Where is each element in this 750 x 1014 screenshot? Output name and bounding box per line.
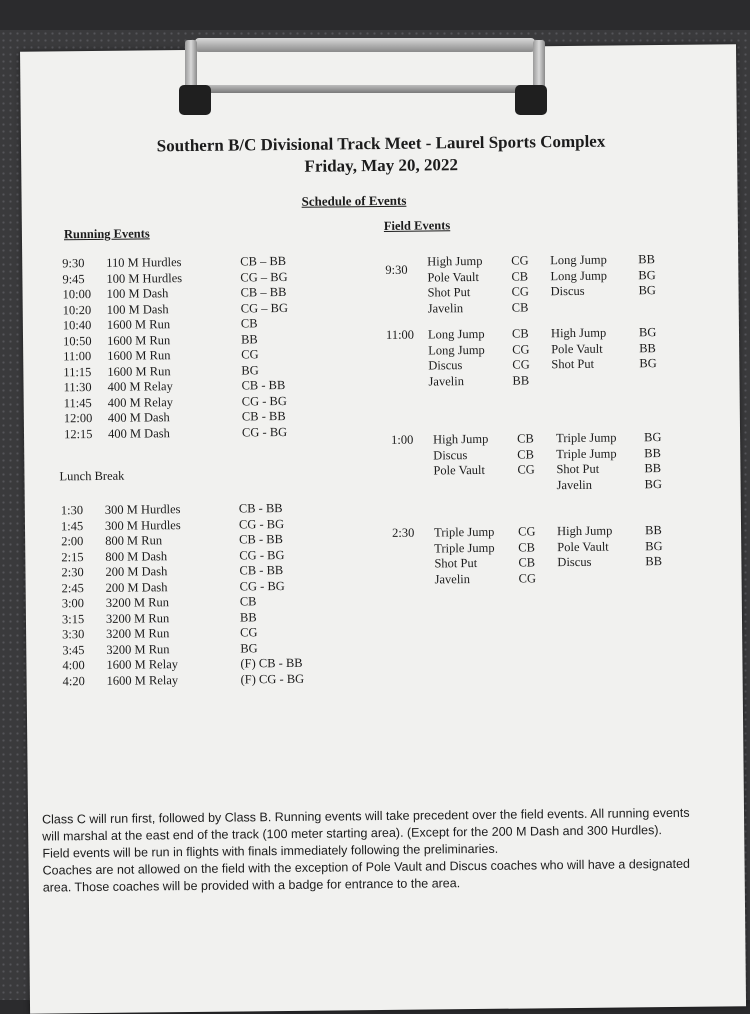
schedule-title: Schedule of Events (302, 193, 407, 210)
field-event-name: Shot Put (427, 285, 470, 300)
event-division: CB (241, 316, 258, 331)
field-event-name: Discus (550, 284, 584, 299)
note-field-flights: Field events will be run in flights with finals immediately following the preliminaries. (42, 839, 702, 863)
meet-title: Southern B/C Divisional Track Meet - Laurel Sports Complex (71, 130, 691, 157)
field-event-division: BG (639, 325, 657, 340)
field-event-name: Triple Jump (434, 525, 494, 541)
field-event-division: BG (638, 268, 656, 283)
event-time: 4:00 (62, 658, 84, 673)
schedule-sheet (20, 44, 746, 1013)
field-event-division: CG (511, 284, 529, 299)
field-event-name: Discus (428, 358, 462, 373)
field-event-name: High Jump (551, 326, 606, 342)
event-time: 11:15 (63, 365, 91, 380)
event-time: 10:20 (63, 303, 92, 318)
field-event-name: Shot Put (551, 357, 594, 372)
field-event-division: CG (518, 524, 536, 539)
event-name: 400 M Relay (108, 395, 173, 411)
field-event-name: High Jump (557, 524, 612, 540)
event-division: CB - BB (239, 501, 283, 516)
field-event-name: Triple Jump (556, 431, 616, 447)
event-name: 800 M Dash (105, 549, 167, 565)
field-event-name: Discus (557, 555, 591, 570)
field-event-name: Pole Vault (427, 269, 479, 285)
field-event-division: CB (518, 555, 535, 570)
event-name: 3200 M Run (106, 642, 169, 658)
note-coaches: Coaches are not allowed on the field with the exception of Pole Vault and Discus coaches who will have a designated area. Those coaches will be provided with a badge for entrance to the area. (43, 856, 703, 897)
event-time: 2:00 (61, 534, 83, 549)
event-division: CG (240, 625, 258, 640)
field-event-division: BG (639, 356, 657, 371)
field-event-name: Long Jump (550, 268, 607, 284)
field-event-division: BB (645, 554, 662, 569)
event-division: CG - BG (242, 393, 287, 408)
event-name: 400 M Relay (107, 379, 172, 395)
event-time: 3:30 (62, 627, 84, 642)
event-division: CB – BB (240, 254, 286, 269)
field-event-division: CB (511, 269, 528, 284)
event-name: 300 M Hurdles (105, 502, 181, 518)
field-event-division: BG (638, 283, 656, 298)
running-events-heading: Running Events (64, 226, 150, 242)
field-column-left (434, 525, 435, 587)
event-division: CG (241, 347, 259, 362)
field-event-division: BB (644, 461, 661, 476)
field-event-name: Triple Jump (434, 540, 494, 556)
field-event-name: Shot Put (556, 462, 599, 477)
event-name: 100 M Dash (106, 286, 168, 302)
running-events-afternoon (61, 503, 63, 689)
field-event-division: CG (512, 342, 530, 357)
event-name: 400 M Dash (108, 426, 170, 442)
event-name: 1600 M Run (107, 333, 170, 349)
field-event-division: BB (644, 446, 661, 461)
field-event-division: BG (644, 430, 662, 445)
event-division: CB - BB (241, 378, 285, 393)
field-event-division: CG (518, 571, 536, 586)
field-event-division: CG (517, 462, 535, 477)
field-event-division: BB (512, 373, 529, 388)
event-division: CG - BG (242, 424, 287, 439)
event-name: 200 M Dash (106, 580, 168, 596)
field-event-division: BB (639, 341, 656, 356)
event-name: 1600 M Relay (106, 657, 178, 673)
field-event-division: BB (638, 252, 655, 267)
lunch-break: Lunch Break (59, 469, 124, 485)
event-name: 1600 M Run (107, 348, 170, 364)
field-event-name: Javelin (557, 477, 593, 492)
event-time: 9:30 (62, 256, 84, 271)
event-division: BG (240, 641, 258, 656)
event-division: CB – BB (240, 285, 286, 300)
field-event-name: Javelin (428, 374, 464, 389)
field-event-name: High Jump (427, 254, 482, 270)
field-event-name: Pole Vault (551, 341, 603, 357)
field-event-name: Triple Jump (556, 446, 616, 462)
meet-date: Friday, May 20, 2022 (71, 152, 691, 179)
event-name: 200 M Dash (105, 564, 167, 580)
field-event-division: CG (511, 253, 529, 268)
event-time: 10:00 (62, 287, 91, 302)
event-name: 110 M Hurdles (106, 255, 181, 271)
note-running: Class C will run first, followed by Class B. Running events will take precedent over the field events. All running events will marshal at the east end of the track (100 meter starting area). (Except for the 200 M Dash and 300 Hurdles). (42, 805, 702, 846)
event-division: CG - BG (239, 548, 284, 563)
clipboard-clip (185, 30, 545, 120)
event-time: 10:50 (63, 334, 92, 349)
event-division: CG – BG (240, 269, 287, 284)
meet-notes (42, 805, 703, 897)
event-division: (F) CG - BG (241, 671, 305, 687)
event-division: CB - BB (242, 409, 286, 424)
field-event-name: Discus (433, 448, 467, 463)
event-time: 3:15 (62, 612, 84, 627)
event-time: 1:30 (61, 503, 83, 518)
field-group-time: 2:30 (392, 526, 414, 541)
clipboard (0, 30, 750, 1000)
event-time: 12:00 (64, 411, 93, 426)
field-events-heading: Field Events (384, 218, 450, 234)
field-event-name: High Jump (433, 432, 488, 448)
event-division: BB (241, 332, 258, 347)
event-name: 3200 M Run (106, 611, 169, 627)
field-event-name: Pole Vault (433, 463, 485, 479)
event-time: 2:45 (62, 581, 84, 596)
field-event-name: Pole Vault (557, 539, 609, 555)
field-event-division: CB (518, 540, 535, 555)
event-division: CG - BG (239, 517, 284, 532)
event-name: 1600 M Run (107, 317, 170, 333)
field-event-name: Long Jump (428, 327, 485, 343)
event-name: 100 M Hurdles (106, 271, 182, 287)
event-time: 11:45 (64, 396, 92, 411)
event-name: 800 M Run (105, 533, 162, 549)
event-name: 100 M Dash (107, 302, 169, 318)
field-event-name: Shot Put (434, 556, 477, 571)
field-event-name: Long Jump (550, 253, 607, 269)
event-division: CB - BB (239, 532, 283, 547)
event-time: 3:00 (62, 596, 84, 611)
event-division: BG (241, 363, 259, 378)
event-time: 4:20 (63, 674, 85, 689)
event-time: 11:00 (63, 349, 91, 364)
event-time: 3:45 (62, 643, 84, 658)
field-event-name: Javelin (434, 572, 470, 587)
event-division: CB - BB (239, 563, 283, 578)
event-name: 1600 M Relay (107, 673, 179, 689)
field-event-division: BG (645, 539, 663, 554)
event-division: BB (240, 610, 257, 625)
event-time: 12:15 (64, 427, 93, 442)
field-group-time: 1:00 (391, 433, 413, 448)
event-time: 2:15 (61, 550, 83, 565)
field-event-division: CB (512, 326, 529, 341)
event-division: CG - BG (240, 579, 285, 594)
event-name: 300 M Hurdles (105, 518, 181, 534)
field-event-division: CB (517, 447, 534, 462)
event-time: 9:45 (62, 272, 84, 287)
event-name: 1600 M Run (107, 364, 170, 380)
field-event-name: Javelin (428, 301, 464, 316)
event-time: 11:30 (63, 380, 91, 395)
field-column-left (427, 254, 428, 316)
event-time: 2:30 (61, 565, 83, 580)
field-event-division: BB (645, 523, 662, 538)
field-column-right (556, 431, 557, 493)
field-group-time: 9:30 (385, 263, 407, 278)
field-event-division: CB (517, 431, 534, 446)
field-event-division: BG (645, 477, 663, 492)
field-event-division: CB (512, 300, 529, 315)
event-name: 3200 M Run (106, 626, 169, 642)
field-event-name: Long Jump (428, 342, 485, 358)
event-division: CB (240, 594, 257, 609)
event-division: CG – BG (241, 300, 288, 315)
event-name: 400 M Dash (108, 410, 170, 426)
event-division: (F) CB - BB (240, 656, 302, 672)
field-group-time: 11:00 (386, 328, 414, 343)
field-event-division: CG (512, 357, 530, 372)
event-time: 1:45 (61, 519, 83, 534)
event-name: 3200 M Run (106, 595, 169, 611)
event-time: 10:40 (63, 318, 92, 333)
running-events-morning (62, 256, 64, 442)
field-column-left (428, 327, 429, 389)
